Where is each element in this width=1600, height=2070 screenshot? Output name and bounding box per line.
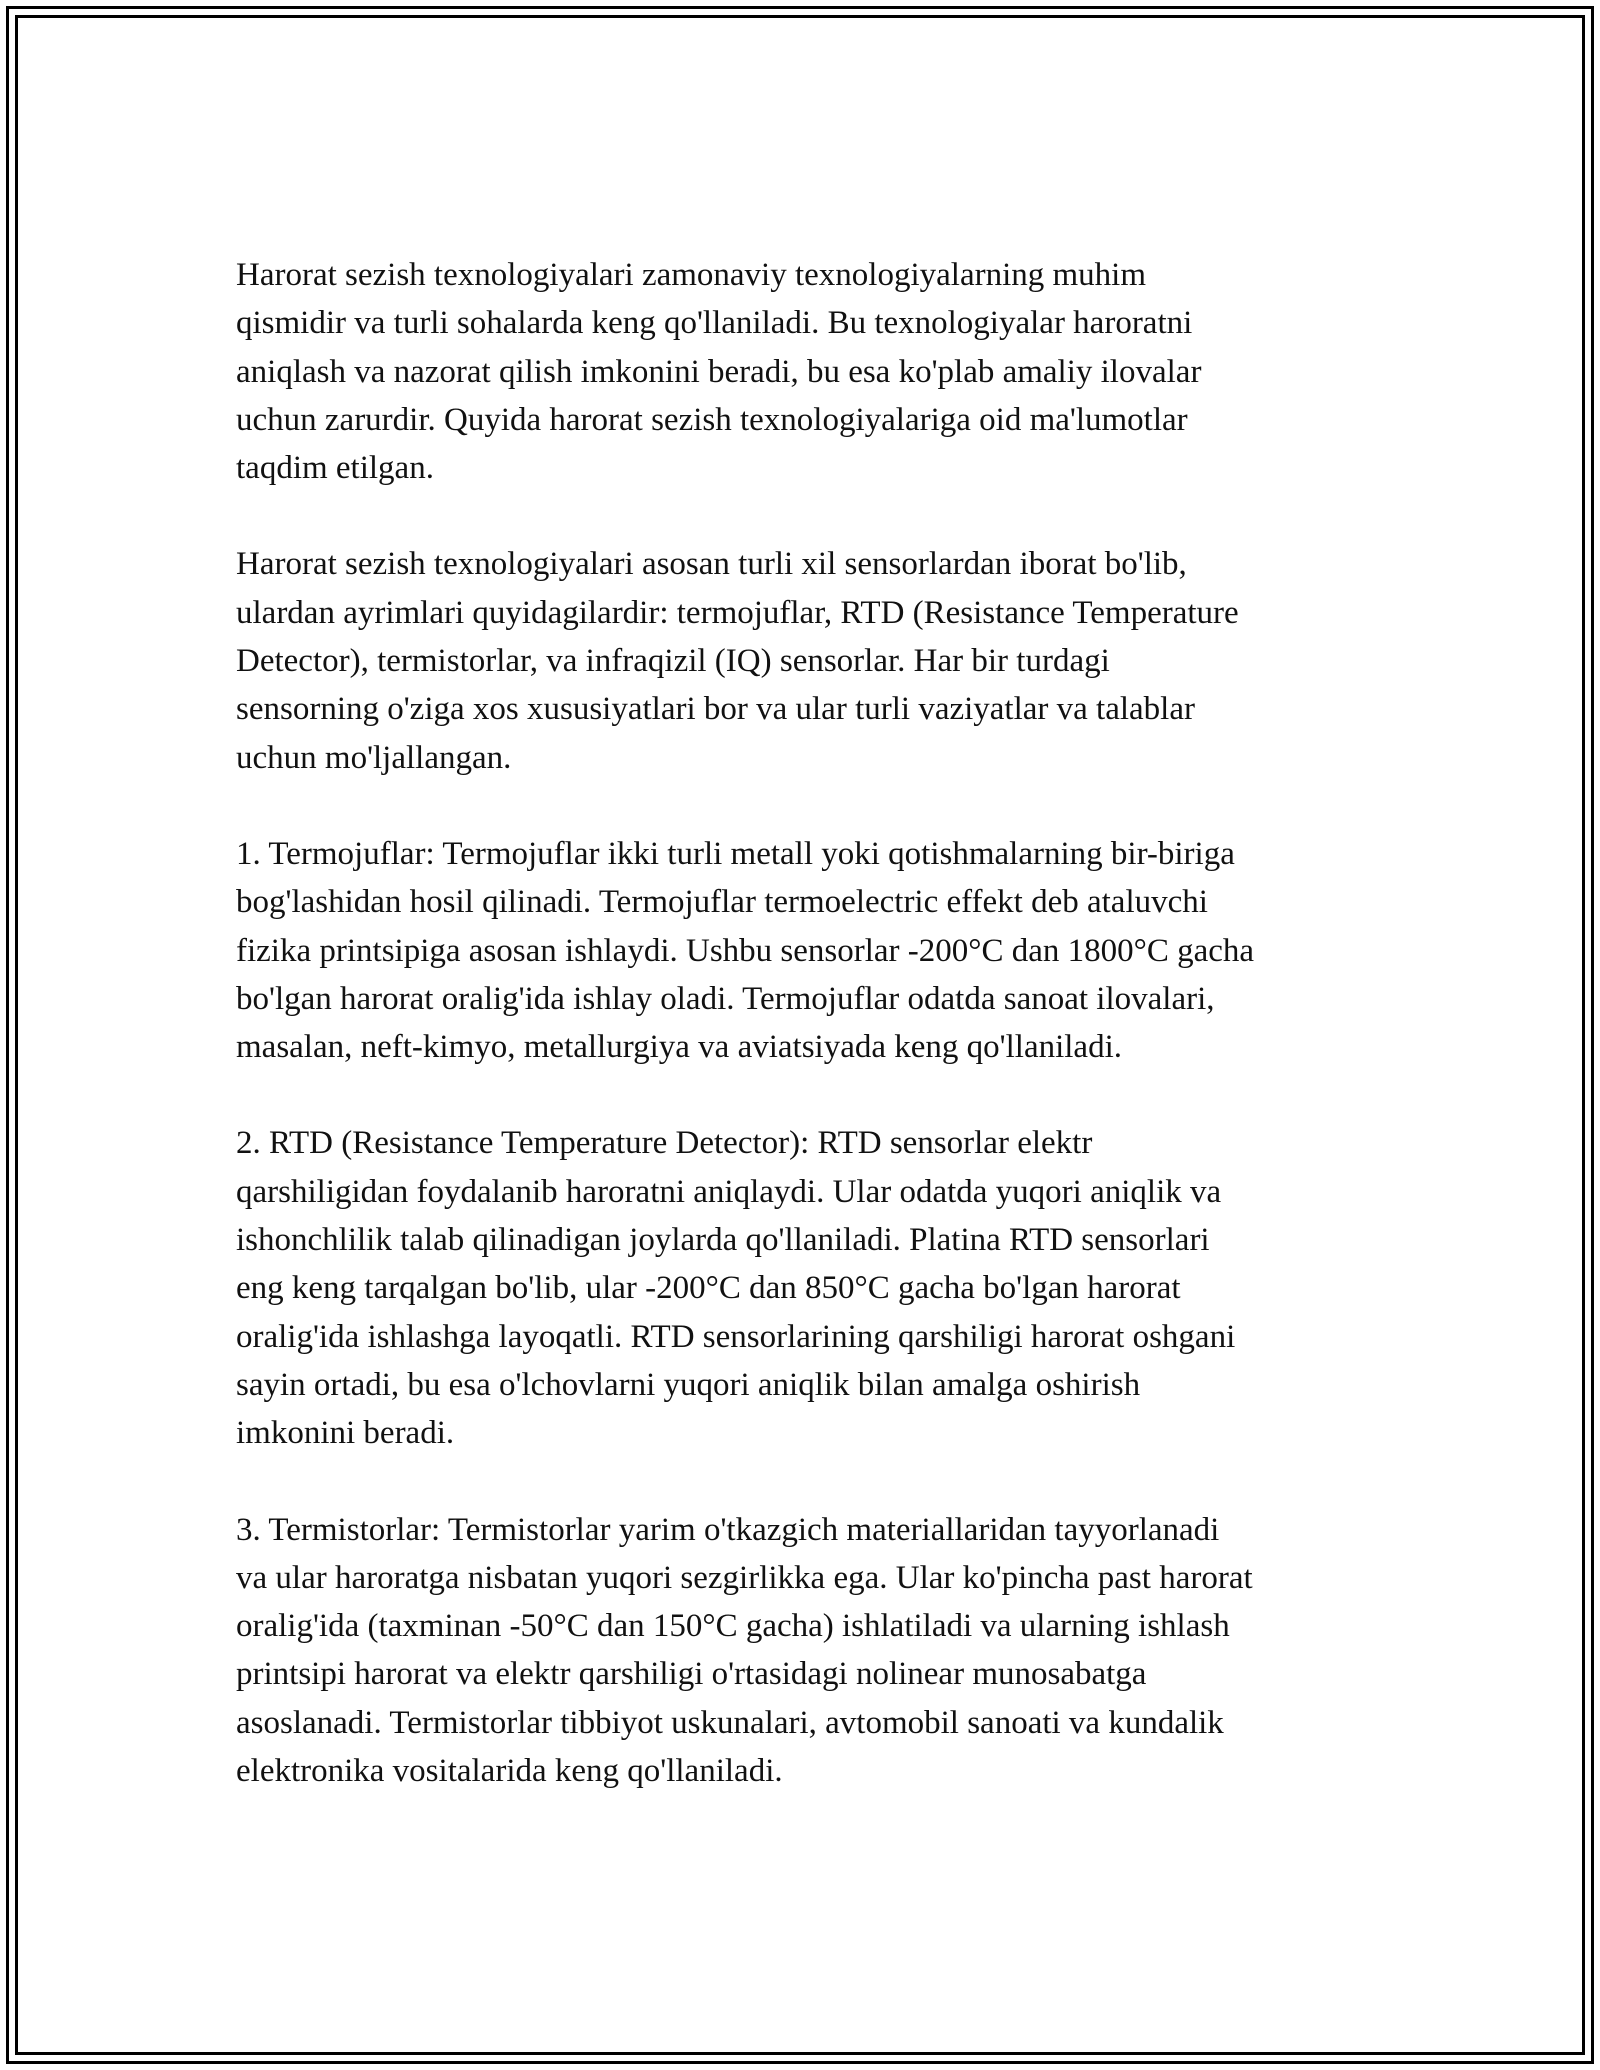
sensor-types-paragraph: Harorat sezish texnologiyalari asosan turli xil sensorlardan iborat bo'lib, ulardan ayrimlari quyidagilardir: termojuflar, RTD (Resistance Temperature Detector), termistorlar, va infraqizil (IQ) sensorlar. Har bir turdagi sensorning o'ziga xos xususiyatlari bor va ular turli vaziyatlar va talablar uchun mo'ljallangan. [236, 546, 1239, 776]
thermocouples-paragraph: 1. Termojuflar: Termojuflar ikki turli metall yoki qotishmalarning bir-biriga bog'lashidan hosil qilinadi. Termojuflar termoelectric effekt deb ataluvchi fizika printsipiga asosan ishlaydi. Ushbu sensorlar -200°C dan 1800°C gacha bo'lgan harorat oralig'ida ishlay oladi. Termojuflar odatda sanoat ilovalari, masalan, neft-kimyo, metallurgiya va aviatsiyada keng qo'llaniladi. [236, 835, 1255, 1066]
document-body [236, 251, 1386, 1843]
rtd-paragraph: 2. RTD (Resistance Temperature Detector): RTD sensorlar elektr qarshiligidan foydalanib haroratni aniqlaydi. Ular odatda yuqori aniqlik va ishonchlilik talab qilinadigan joylarda qo'llaniladi. Platina RTD sensorlari eng keng tarqalgan bo'lib, ular -200°C dan 850°C gacha bo'lgan harorat oralig'ida ishlashga layoqatli. RTD sensorlarining qarshiligi harorat oshgani sayin ortadi, bu esa o'lchovlarni yuqori aniqlik bilan amalga oshirish imkonini beradi. [236, 1125, 1236, 1452]
intro-paragraph: Harorat sezish texnologiyalari zamonaviy texnologiyalarning muhim qismidir va turli sohalarda keng qo'llaniladi. Bu texnologiyalar haroratni aniqlash va nazorat qilish imkonini beradi, bu esa ko'plab amaliy ilovalar uchun zarurdir. Quyida harorat sezish texnologiyalariga oid ma'lumotlar taqdim etilgan. [236, 257, 1202, 487]
thermistors-paragraph: 3. Termistorlar: Termistorlar yarim o'tkazgich materiallaridan tayyorlanadi va ular haroratga nisbatan yuqori sezgirlikka ega. Ular ko'pincha past harorat oralig'ida (taxminan -50°C dan 150°C gacha) ishlatiladi va ularning ishlash printsipi harorat va elektr qarshiligi o'rtasidagi nolinear munosabatga asoslanadi. Termistorlar tibbiyot uskunalari, avtomobil sanoati va kundalik elektronika vositalarida keng qo'llaniladi. [236, 1511, 1253, 1790]
